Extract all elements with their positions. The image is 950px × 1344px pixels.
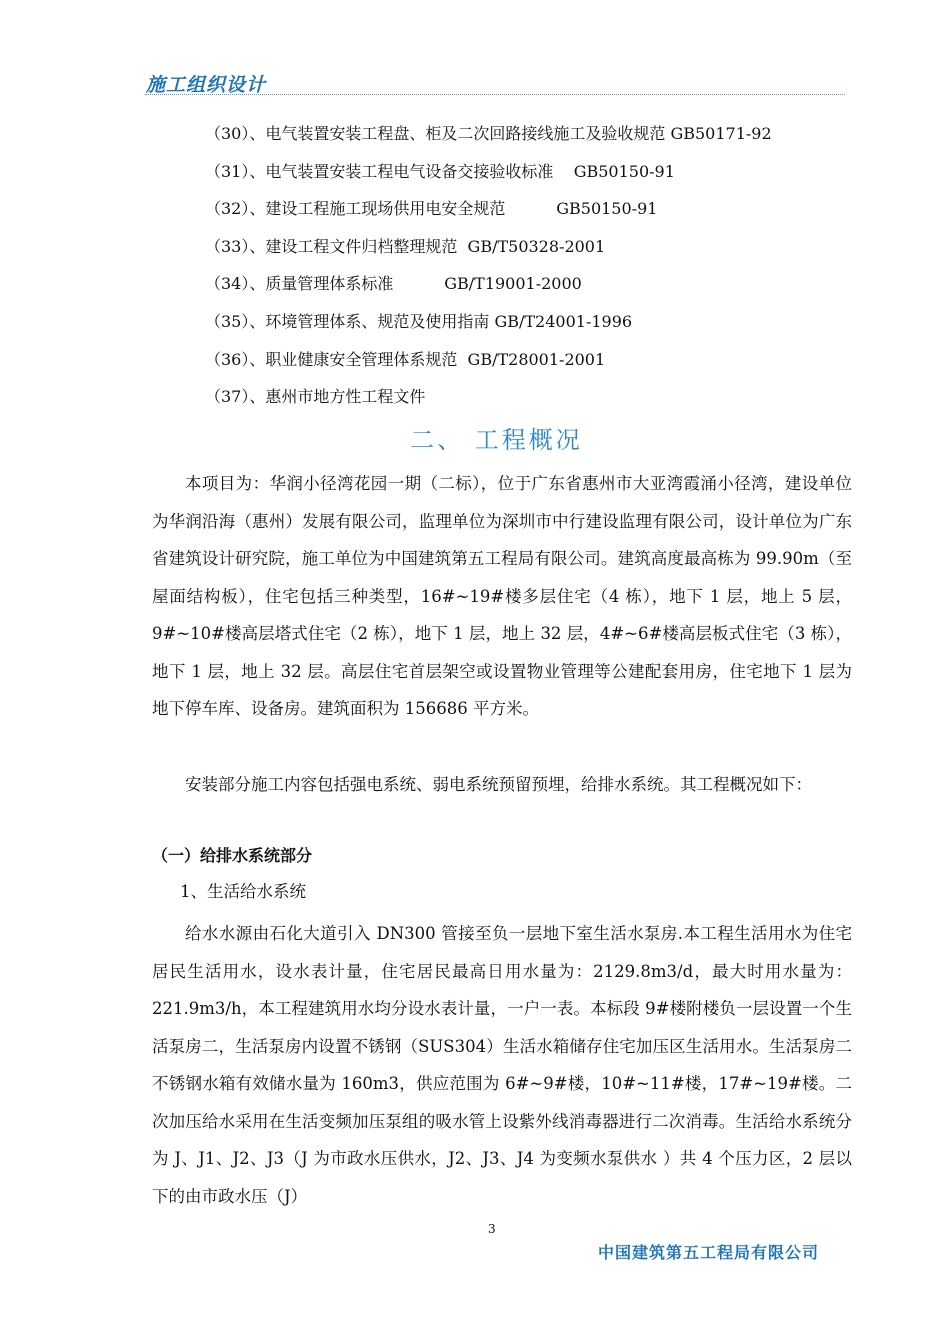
subsection-heading: （一）给排水系统部分 xyxy=(152,846,313,865)
water-supply-paragraph: 给水水源由石化大道引入 DN300 管接至负一层地下室生活水泵房.本工程生活用水为住宅居民生活用水，设水表计量，住宅居民最高日用水量为：2129.8m3/d，最大时用水量为：221.9m3/h，本工程建筑用水均分设水表计量，一户一表。本标段 9#楼附楼负一层设置一个生活泵房二，生活泵房内设置不锈钢（SUS304）生活水箱储存住宅加压区生活用水。生活泵房二不锈钢水箱有效储水量为 160m3，供应范围为 6#~9#楼，10#~11#楼，17#~19#楼。二次加压给水采用在生活变频加压泵组的吸水管上设紫外线消毒器进行二次消毒。生活给水系统分为 J、J1、J2、J3（J 为市政水压供水，J2、J3、J4 为变频水泵供水 ）共 4 个压力区，2 层以下的由市政水压（J） xyxy=(152,924,852,1206)
installation-scope-paragraph: 安装部分施工内容包括强电系统、弱电系统预留预埋，给排水系统。其工程概况如下： xyxy=(185,775,812,794)
standards-reference-list xyxy=(205,120,855,421)
header-divider xyxy=(145,94,845,95)
document-header-title: 施工组织设计 xyxy=(146,74,267,96)
reference-item: （34）、质量管理体系标准 GB/T19001-2000 xyxy=(205,274,582,294)
section-heading: 二、 工程概况 xyxy=(410,426,583,454)
footer-company-name: 中国建筑第五工程局有限公司 xyxy=(598,1243,820,1262)
page-number: 3 xyxy=(488,1222,496,1236)
reference-item: （36）、职业健康安全管理体系规范 GB/T28001-2001 xyxy=(205,349,606,369)
reference-item: （31）、电气装置安装工程电气设备交接验收标准 GB50150-91 xyxy=(205,161,675,181)
reference-item: （37）、惠州市地方性工程文件 xyxy=(205,387,426,407)
project-overview-paragraph: 本项目为：华润小径湾花园一期（二标），位于广东省惠州市大亚湾霞涌小径湾，建设单位为华润沿海（惠州）发展有限公司，监理单位为深圳市中行建设监理有限公司，设计单位为广东省建筑设计研究院，施工单位为中国建筑第五工程局有限公司。建筑高度最高栋为 99.90m（至屋面结构板），住宅包括三种类型，16#~19#楼多层住宅（4 栋），地下 1 层，地上 5 层，9#~10#楼高层塔式住宅（2 栋），地下 1 层，地上 32 层，4#~6#楼高层板式住宅（3 栋），地下 1 层，地上 32 层。高层住宅首层架空或设置物业管理等公建配套用房，住宅地下 1 层为地下停车库、设备房。建筑面积为 156686 平方米。 xyxy=(152,474,852,718)
reference-item: （32）、建设工程施工现场供用电安全规范 GB50150-91 xyxy=(205,199,658,219)
reference-item: （35）、环境管理体系、规范及使用指南 GB/T24001-1996 xyxy=(205,311,633,331)
reference-item: （33）、建设工程文件归档整理规范 GB/T50328-2001 xyxy=(205,236,606,256)
subsubsection-heading: 1、生活给水系统 xyxy=(180,882,306,901)
reference-item: （30）、电气装置安装工程盘、柜及二次回路接线施工及验收规范 GB50171-92 xyxy=(205,124,772,143)
